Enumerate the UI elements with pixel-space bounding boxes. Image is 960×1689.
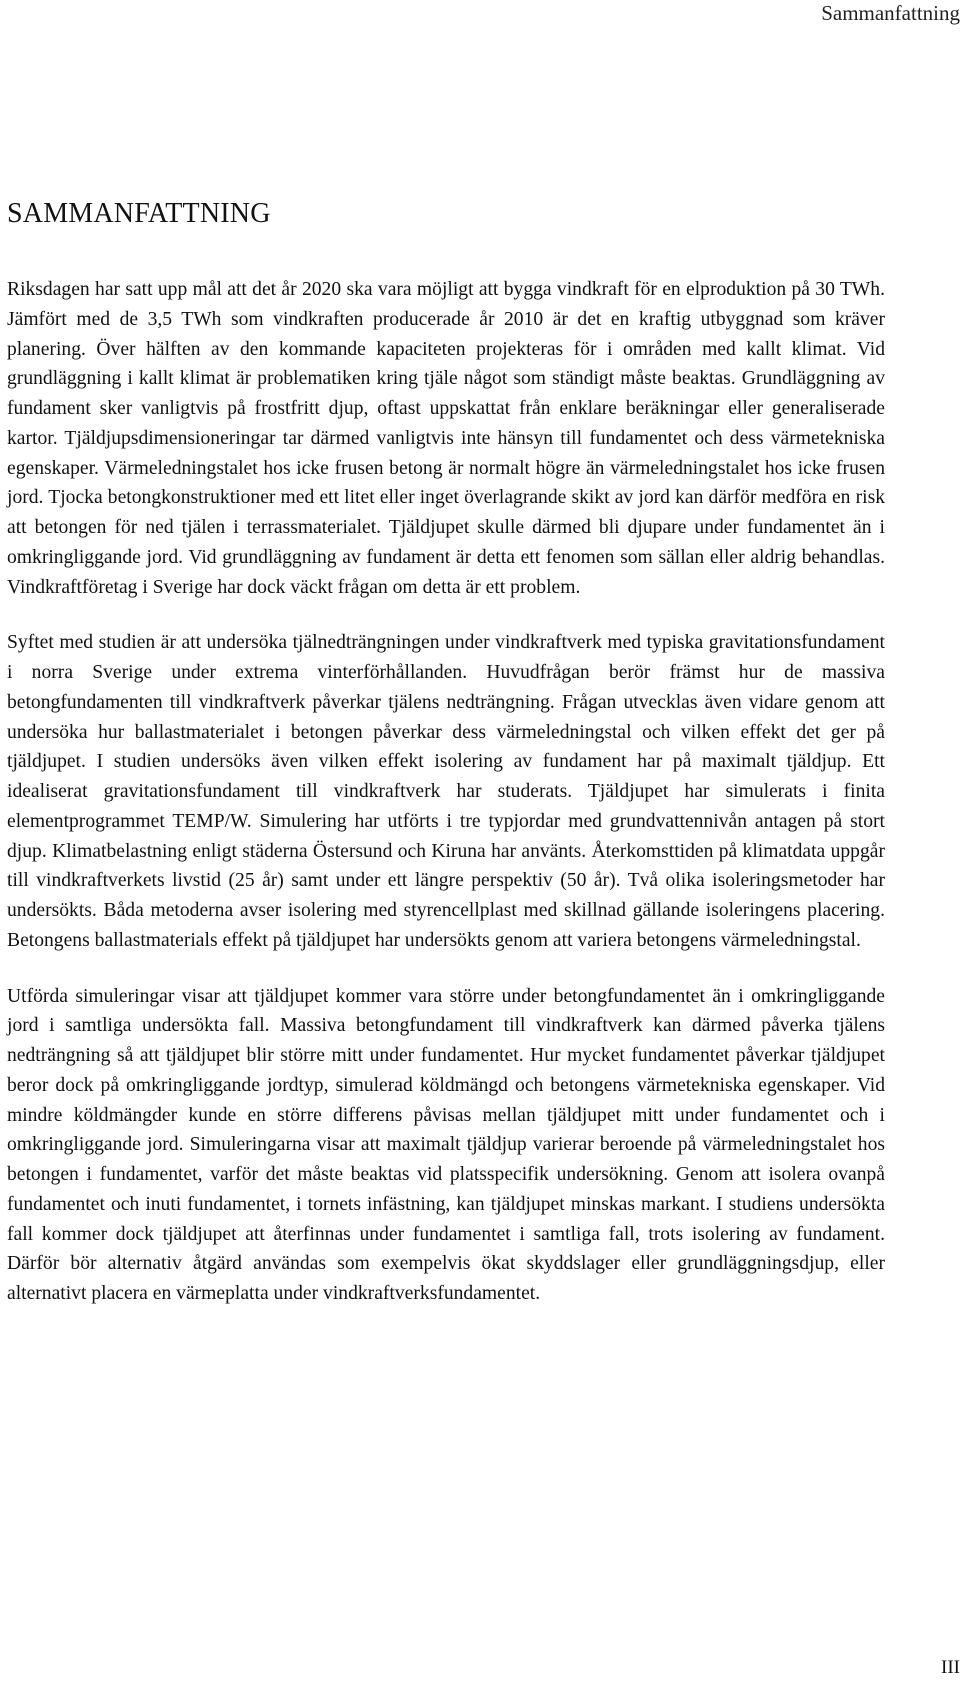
- summary-body: [7, 275, 885, 1335]
- running-header: Sammanfattning: [821, 1, 960, 25]
- page-title: SAMMANFATTNING: [7, 198, 271, 229]
- page-number: III: [941, 1657, 960, 1678]
- paragraph-purpose: Syftet med studien är att undersöka tjälnedträngningen under vindkraftverk med typiska gravitationsfundament i norra Sverige under extrema vinterförhållanden. Huvudfrågan berör främst hur de massiva betongfundamenten till vindkraftverk påverkar tjälens nedträngning. Frågan utvecklas även vidare genom att undersöka hur ballastmaterialet i betongen påverkar dess värmeledningstal och vilken effekt det ger på tjäldjupet. I studien undersöks även vilken effekt isolering av fundament har på maximalt tjäldjup. Ett idealiserat gravitationsfundament till vindkraftverk har studerats. Tjäldjupet har simulerats i finita elementprogrammet TEMP/W. Simulering har utförts i tre typjordar med grundvattennivån antagen på stort djup. Klimatbelastning enligt städerna Östersund och Kiruna har använts. Återkomsttiden på klimatdata uppgår till vindkraftverkets livstid (25 år) samt under ett längre perspektiv (50 år). Två olika isoleringsmetoder har undersökts. Båda metoderna avser isolering med styrencellplast med skillnad gällande isoleringens placering. Betongens ballastmaterials effekt på tjäldjupet har undersökts genom att variera betongens värmeledningstal.: [7, 632, 885, 951]
- paragraph-background: Riksdagen har satt upp mål att det år 2020 ska vara möjligt att bygga vindkraft för en elproduktion på 30 TWh. Jämfört med de 3,5 TWh som vindkraften producerade år 2010 är det en kraftig utbyggnad som kräver planering. Över hälften av den kommande kapaciteten projekteras för i områden med kallt klimat. Vid grundläggning i kallt klimat är problematiken kring tjäle något som ständigt måste beaktas. Grundläggning av fundament sker vanligtvis på frostfritt djup, oftast uppskattat från enklare beräkningar eller generaliserade kartor. Tjäldjupsdimensioneringar tar därmed vanligtvis inte hänsyn till fundamentet och dess värmetekniska egenskaper. Värmeledningstalet hos icke frusen betong är normalt högre än värmeledningstalet hos icke frusen jord. Tjocka betongkonstruktioner med ett litet eller inget överlagrande skikt av jord kan därför medföra en risk att betongen för ned tjälen i terrassmaterialet. Tjäldjupet skulle därmed bli djupare under fundamentet än i omkringliggande jord. Vid grundläggning av fundament är detta ett fenomen som sällan eller aldrig behandlas. Vindkraftföretag i Sverige har dock väckt frågan om detta är ett problem.: [7, 279, 885, 598]
- paragraph-results: Utförda simuleringar visar att tjäldjupet kommer vara större under betongfundamentet än i omkringliggande jord i samtliga undersökta fall. Massiva betongfundament till vindkraftverk kan därmed påverka tjälens nedträngning så att tjäldjupet blir större mitt under fundamentet. Hur mycket fundamentet påverkar tjäldjupet beror dock på omkringliggande jordtyp, simulerad köldmängd och betongens värmetekniska egenskaper. Vid mindre köldmängder kunde en större differens påvisas mellan tjäldjupet mitt under fundamentet och i omkringliggande jord. Simuleringarna visar att maximalt tjäldjup varierar beroende på värmeledningstalet hos betongen i fundamentet, varför det måste beaktas vid platsspecifik undersökning. Genom att isolera ovanpå fundamentet och inuti fundamentet, i tornets infästning, kan tjäldjupet minskas markant. I studiens undersökta fall kommer dock tjäldjupet att återfinnas under fundamentet i samtliga fall, trots isolering av fundament. Därför bör alternativ åtgärd användas som exempelvis ökat skyddslager eller grundläggningsdjup, eller alternativt placera en värmeplatta under vindkraftverksfundamentet.: [7, 985, 885, 1304]
